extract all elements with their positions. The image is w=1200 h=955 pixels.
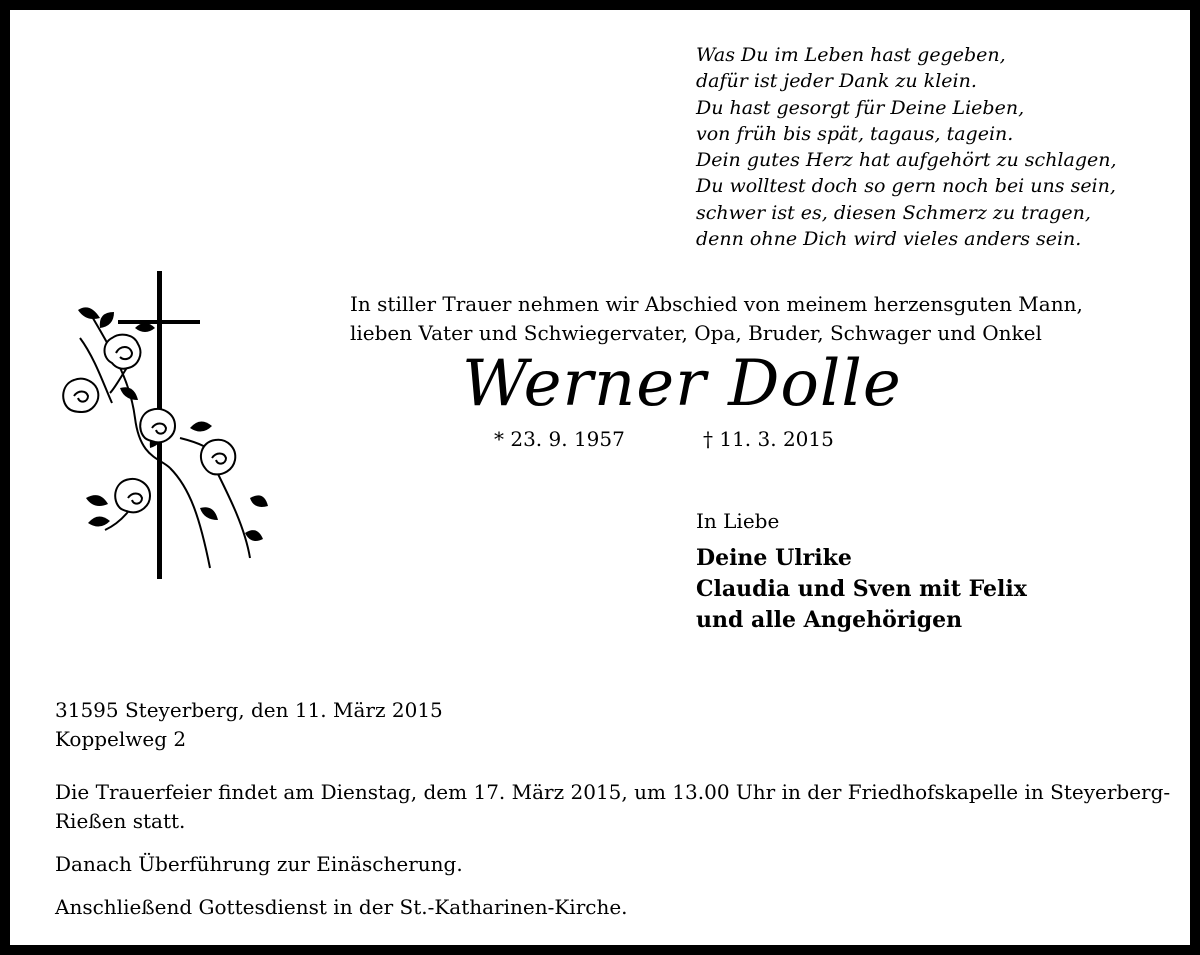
- death-date: † 11. 3. 2015: [703, 427, 834, 451]
- poem-line: Du wolltest doch so gern noch bei uns sein,: [696, 175, 1116, 198]
- poem-line: Was Du im Leben hast gegeben,: [696, 44, 1006, 66]
- address-line: Koppelweg 2: [55, 727, 187, 751]
- memorial-poem: [696, 42, 1176, 252]
- transfer-info: Danach Überführung zur Einäscherung.: [55, 852, 463, 876]
- birth-date: * 23. 9. 1957: [494, 427, 625, 451]
- intro-text: [350, 290, 1180, 348]
- poem-line: Dein gutes Herz hat aufgehört zu schlagen,: [696, 149, 1117, 172]
- deceased-name: Werner Dolle: [462, 347, 902, 421]
- intro-line: In stiller Trauer nehmen wir Abschied von meinem herzensguten Mann,: [350, 292, 1083, 316]
- service-details: [55, 778, 1175, 936]
- mourner-line: Deine Ulrike: [696, 545, 852, 571]
- funeral-info: Die Trauerfeier findet am Dienstag, dem 17. März 2015, um 13.00 Uhr in der Friedhofskapelle in Steyerberg-Rießen statt.: [55, 780, 1171, 833]
- poem-line: Du hast gesorgt für Deine Lieben,: [696, 96, 1025, 119]
- mourner-line: und alle Angehörigen: [696, 607, 963, 633]
- address-block: [55, 696, 443, 754]
- poem-line: schwer ist es, diesen Schmerz zu tragen,: [696, 201, 1091, 224]
- poem-line: von früh bis spät, tagaus, tagein.: [696, 122, 1014, 145]
- in-love-label: In Liebe: [696, 509, 780, 533]
- poem-line: denn ohne Dich wird vieles anders sein.: [696, 228, 1082, 251]
- cross-with-roses-icon: [50, 268, 280, 583]
- church-info: Anschließend Gottesdienst in der St.-Katharinen-Kirche.: [55, 895, 628, 919]
- mourners-list: [696, 543, 1027, 636]
- address-line: 31595 Steyerberg, den 11. März 2015: [55, 698, 443, 722]
- mourner-line: Claudia und Sven mit Felix: [696, 576, 1027, 602]
- poem-line: dafür ist jeder Dank zu klein.: [696, 70, 977, 93]
- intro-line: lieben Vater und Schwiegervater, Opa, Bruder, Schwager und Onkel: [350, 321, 1042, 345]
